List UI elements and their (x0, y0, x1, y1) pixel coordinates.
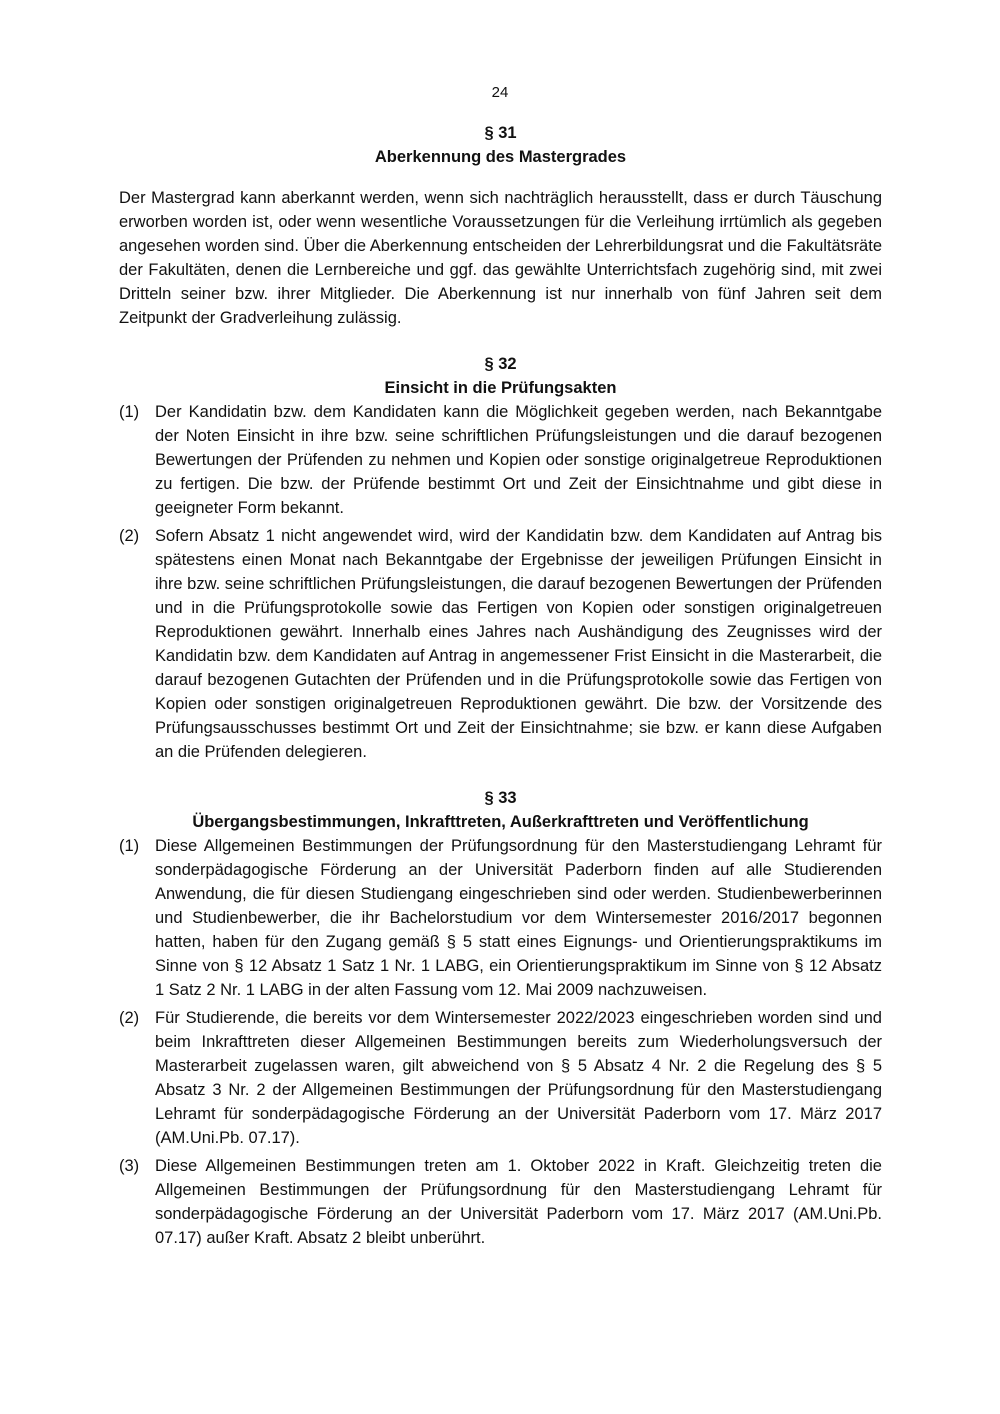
section-32 (119, 352, 882, 764)
numbered-paragraph (119, 1154, 882, 1250)
section-title: Aberkennung des Mastergrades (374, 148, 627, 166)
section-heading (119, 352, 882, 400)
numbered-paragraph (119, 1006, 882, 1150)
paragraph-marker: (1) (119, 837, 140, 855)
section-title: Einsicht in die Prüfungsakten (384, 379, 617, 397)
numbered-paragraph-list (119, 400, 882, 764)
paragraph-text: Sofern Absatz 1 nicht angewendet wird, wird der Kandidatin bzw. dem Kandidaten auf Antrag bis spätestens einen Monat nach Bekanntgabe der Ergebnisse der jeweiligen Prüfungen Einsicht in ihre bzw. seine schriftlichen Prüfungsleistungen, die darauf bezogenen Bewertungen der Prüfenden und in die Prüfungsprotokolle sowie das Fertigen von Kopien oder sonstigen originalgetreuen Reproduktionen gewährt. Innerhalb eines Jahres nach Aushändigung des Zeugnisses wird der Kandidatin bzw. dem Kandidaten auf Antrag in angemessener Frist Einsicht in die Masterarbeit, die darauf bezogenen Gutachten der Prüfenden und in die Prüfungsprotokolle sowie das Fertigen von Kopien oder sonstigen originalgetreuen Reproduktionen gewährt. Die bzw. der Vorsitzende des Prüfungsausschusses bestimmt Ort und Zeit der Einsichtnahme; sie bzw. er kann diese Aufgaben an die Prüfenden delegieren. (155, 527, 882, 761)
paragraph-text: Für Studierende, die bereits vor dem Wintersemester 2022/2023 eingeschrieben worden sind und beim Inkrafttreten dieser Allgemeinen Bestimmungen bereits zum Wiederholungsversuch der Masterarbeit zugelassen waren, gilt abweichend von § 5 Absatz 4 Nr. 2 die Regelung des § 5 Absatz 3 Nr. 2 der Allgemeinen Bestimmungen der Prüfungsordnung für den Masterstudiengang Lehramt für sonderpädagogische Förderung an der Universität Paderborn vom 17. März 2017 (AM.Uni.Pb. 07.17). (155, 1009, 882, 1147)
paragraph-text: Diese Allgemeinen Bestimmungen der Prüfungsordnung für den Masterstudiengang Lehramt für sonderpädagogische Förderung an der Universität Paderborn finden auf alle Studierenden Anwendung, die für diesen Studiengang eingeschrieben sind oder werden. Studienbewerberinnen und Studienbewerber, die ihr Bachelorstudium vor dem Wintersemester 2016/2017 begonnen hatten, haben für den Zugang gemäß § 5 statt eines Eignungs- und Orientierungspraktikums im Sinne von § 12 Absatz 1 Satz 1 Nr. 1 LABG, ein Orientierungspraktikum im Sinne von § 12 Absatz 1 Satz 2 Nr. 1 LABG in der alten Fassung vom 12. Mai 2009 nachzuweisen. (155, 837, 882, 999)
section-number: § 32 (484, 355, 517, 373)
section-heading (119, 786, 882, 834)
numbered-paragraph-list (119, 834, 882, 1250)
section-paragraph: Der Mastergrad kann aberkannt werden, wenn sich nachträglich herausstellt, dass er durch Täuschung erworben worden ist, oder wenn wesentliche Voraussetzungen für die Verleihung irrtümlich als gegeben angesehen worden sind. Über die Aberkennung entscheiden der Lehrerbildungsrat und die Fakultätsräte der Fakultäten, denen die Lernbereiche und ggf. das gewählte Unterrichtsfach zugehörig sind, mit zwei Dritteln seiner bzw. ihrer Mitglieder. Die Aberkennung ist nur innerhalb von fünf Jahren seit dem Zeitpunkt der Gradverleihung zulässig. (119, 189, 882, 327)
numbered-paragraph (119, 524, 882, 764)
section-31 (119, 121, 882, 330)
section-number: § 31 (484, 124, 517, 142)
paragraph-marker: (2) (119, 527, 140, 545)
paragraph-text: Der Kandidatin bzw. dem Kandidaten kann die Möglichkeit gegeben werden, nach Bekanntgabe der Noten Einsicht in ihre bzw. seine schriftlichen Prüfungsleistungen und die darauf bezogenen Bewertungen der Prüfenden zu nehmen und Kopien oder sonstige originalgetreue Reproduktionen zu fertigen. Die bzw. der Prüfende bestimmt Ort und Zeit der Einsichtnahme und gibt diese in geeigneter Form bekannt. (155, 403, 882, 517)
paragraph-text: Diese Allgemeinen Bestimmungen treten am 1. Oktober 2022 in Kraft. Gleichzeitig treten die Allgemeinen Bestimmungen der Prüfungsordnung für den Masterstudiengang Lehramt für sonderpädagogische Förderung an der Universität Paderborn vom 17. März 2017 (AM.Uni.Pb. 07.17) außer Kraft. Absatz 2 bleibt unberührt. (155, 1157, 882, 1247)
section-33 (119, 786, 882, 1250)
page-number: 24 (491, 84, 509, 101)
section-number: § 33 (484, 789, 517, 807)
page-content (119, 121, 882, 1254)
paragraph-marker: (2) (119, 1009, 140, 1027)
paragraph-marker: (3) (119, 1157, 140, 1175)
numbered-paragraph (119, 834, 882, 1002)
section-title: Übergangsbestimmungen, Inkrafttreten, Außerkrafttreten und Veröffentlichung (192, 813, 809, 831)
numbered-paragraph (119, 400, 882, 520)
section-heading (119, 121, 882, 169)
paragraph-marker: (1) (119, 403, 140, 421)
